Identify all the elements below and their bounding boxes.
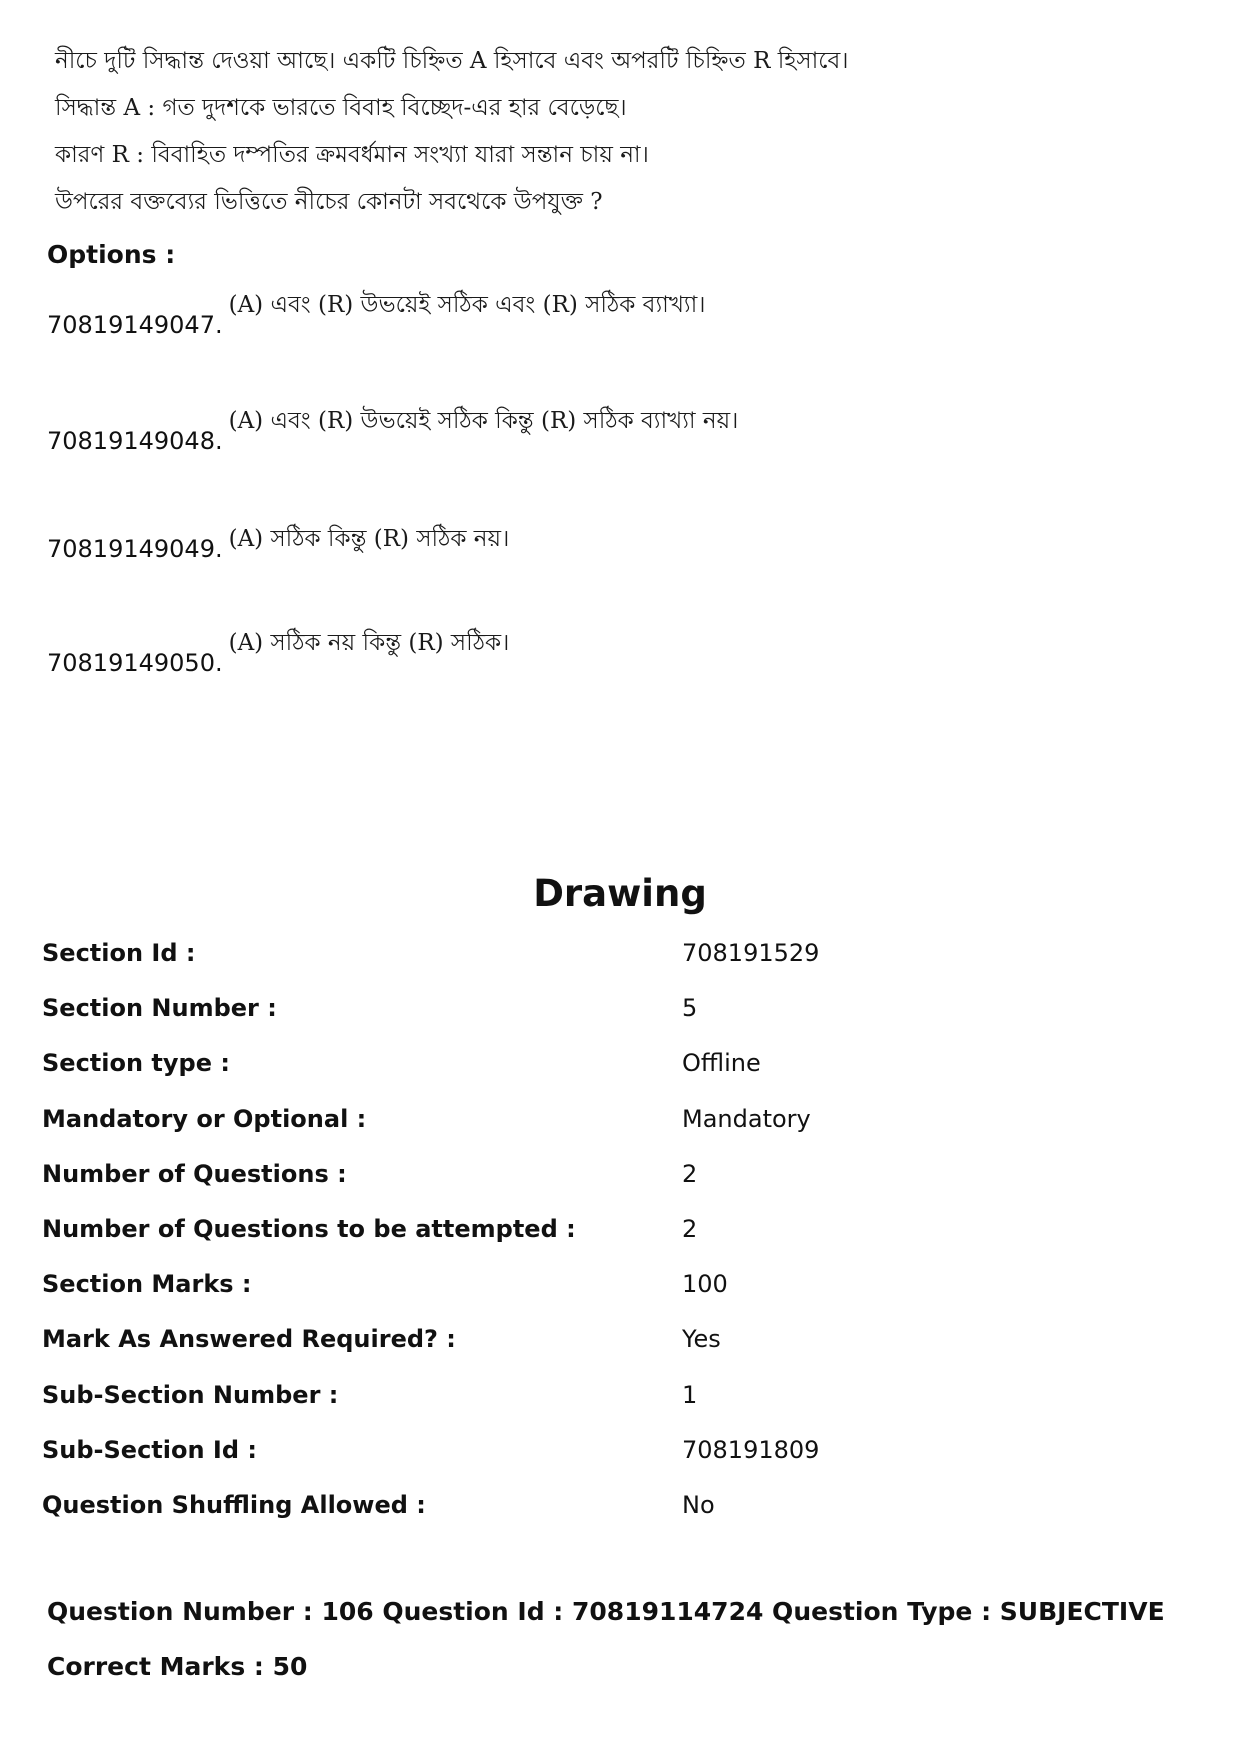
info-row (42, 1209, 1192, 1264)
info-value: 2 (682, 1214, 698, 1243)
info-row (42, 1485, 1192, 1540)
info-label: Sub-Section Id : (42, 1435, 257, 1464)
option-id: 70819149050. (47, 649, 223, 677)
section-title: Drawing (533, 872, 707, 915)
option-id: 70819149047. (47, 311, 223, 339)
question-line: কারণ R : বিবাহিত দম্পতির ক্রমবর্ধমান সংখ্যা যারা সন্তান চায় না। (55, 142, 649, 168)
info-label: Section Marks : (42, 1270, 252, 1299)
info-value: 5 (682, 994, 698, 1023)
question-line: নীচে দুটি সিদ্ধান্ত দেওয়া আছে। একটি চিহ্নিত A হিসাবে এবং অপরটি চিহ্নিত R হিসাবে। (55, 48, 849, 74)
info-value: 708191529 (682, 939, 820, 967)
info-label: Section type : (42, 1049, 230, 1078)
question-meta: Question Number : 106 Question Id : 70819114724 Question Type : SUBJECTIVE (47, 1597, 1165, 1626)
info-value: Mandatory (682, 1104, 811, 1133)
option-item (47, 524, 1147, 563)
info-row (42, 1319, 1192, 1374)
question-line: উপরের বক্তব্যের ভিত্তিতে নীচের কোনটা সবথেকে উপযুক্ত ? (55, 189, 603, 215)
info-value: 100 (682, 1270, 728, 1299)
option-text: (A) সঠিক কিন্তু (R) সঠিক নয়। (228, 526, 510, 552)
option-id: 70819149049. (47, 535, 223, 563)
info-label: Number of Questions to be attempted : (42, 1214, 576, 1243)
option-text: (A) সঠিক নয় কিন্তু (R) সঠিক। (228, 630, 510, 656)
section-info-table (42, 933, 1192, 1540)
option-id: 70819149048. (47, 427, 223, 455)
info-row (42, 1264, 1192, 1319)
info-row (42, 1043, 1192, 1098)
question-text (55, 38, 1155, 226)
info-label: Mark As Answered Required? : (42, 1325, 456, 1354)
info-label: Section Id : (42, 939, 196, 967)
info-label: Number of Questions : (42, 1159, 347, 1188)
info-label: Sub-Section Number : (42, 1380, 339, 1409)
info-row (42, 1430, 1192, 1485)
info-value: Offline (682, 1049, 761, 1078)
option-text: (A) এবং (R) উভয়েই সঠিক এবং (R) সঠিক ব্যাখ্যা। (228, 292, 706, 318)
info-row (42, 1375, 1192, 1430)
info-value: 2 (682, 1159, 698, 1188)
option-text: (A) এবং (R) উভয়েই সঠিক কিন্তু (R) সঠিক ব্যাখ্যা নয়। (228, 408, 739, 434)
option-item (47, 292, 1147, 339)
info-value: 708191809 (682, 1435, 820, 1464)
options-label: Options : (47, 240, 176, 269)
info-value: No (682, 1490, 715, 1519)
info-value: 1 (682, 1380, 698, 1409)
option-item (47, 408, 1147, 455)
info-label: Question Shuffling Allowed : (42, 1490, 426, 1519)
correct-marks: Correct Marks : 50 (47, 1652, 308, 1681)
info-row (42, 1099, 1192, 1154)
info-value: Yes (682, 1325, 721, 1354)
option-item (47, 630, 1147, 677)
info-row (42, 933, 1192, 988)
info-row (42, 1154, 1192, 1209)
info-label: Mandatory or Optional : (42, 1104, 367, 1133)
question-line: সিদ্ধান্ত A : গত দুদশকে ভারতে বিবাহ বিচ্ছেদ-এর হার বেড়েছে। (55, 95, 627, 121)
info-label: Section Number : (42, 994, 277, 1023)
info-row (42, 988, 1192, 1043)
